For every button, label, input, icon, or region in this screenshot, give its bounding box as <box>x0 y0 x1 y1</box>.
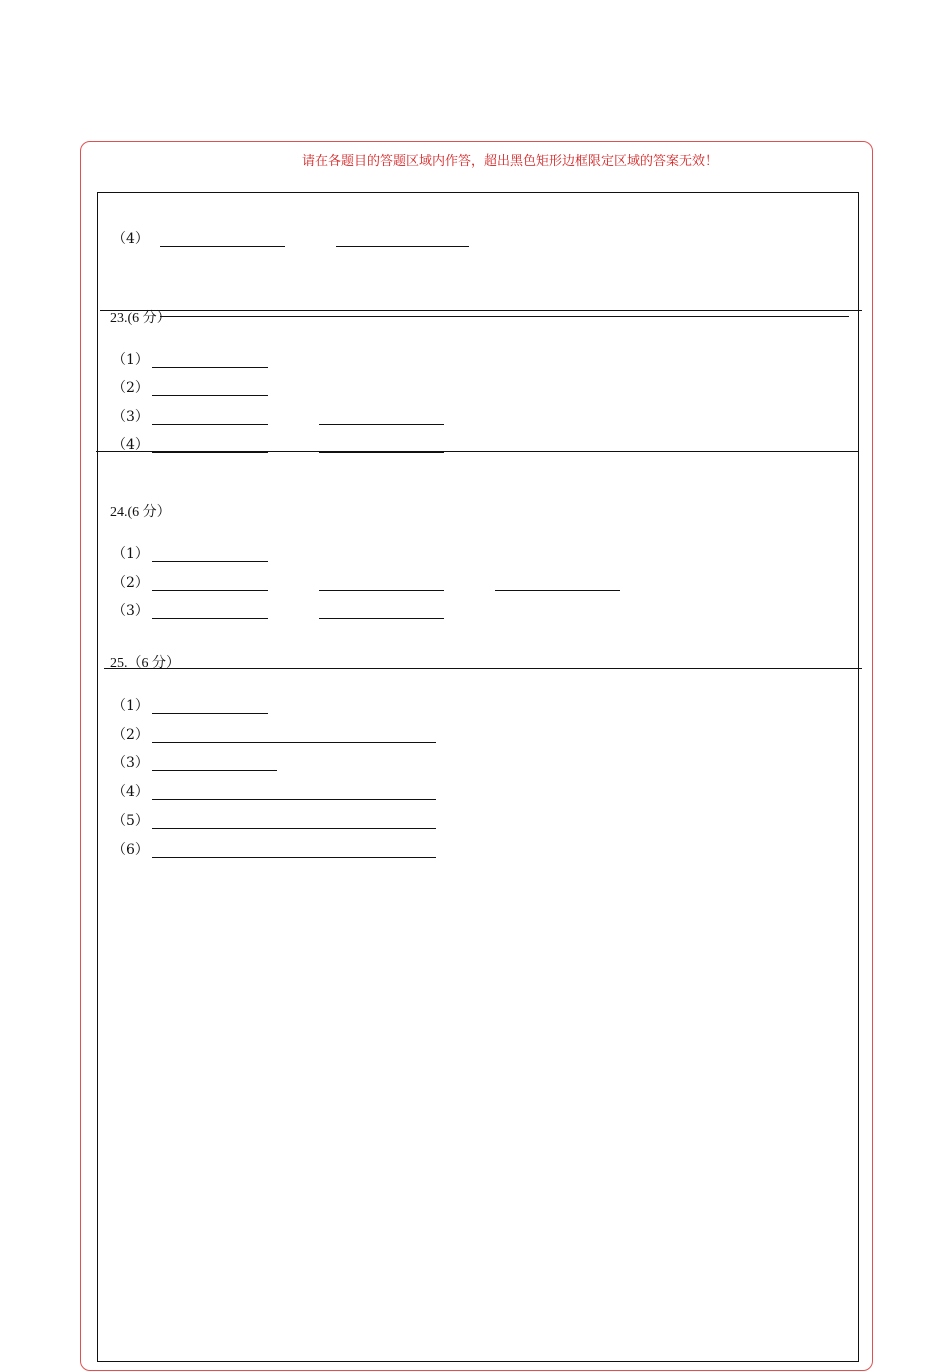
q25-part2-blank[interactable] <box>152 742 436 743</box>
q23-part1-blank[interactable] <box>152 367 268 368</box>
q25-part3-blank[interactable] <box>152 770 277 771</box>
q23-part3-blank-2[interactable] <box>319 424 444 425</box>
q24-part2-blank-2[interactable] <box>319 590 444 591</box>
q25-part3-label: （3） <box>112 755 149 771</box>
q25-title: 25.（6 分） <box>110 656 180 671</box>
q23-part3-label: （3） <box>112 409 149 425</box>
q23-part4-label: （4） <box>112 437 149 453</box>
q25-part2-label: （2） <box>112 727 149 743</box>
q25-part6-blank[interactable] <box>152 857 436 858</box>
q25-part4-label: （4） <box>112 784 149 800</box>
q22-part4-blank-2[interactable] <box>336 246 469 247</box>
q24-title: 24.(6 分） <box>110 505 171 520</box>
q24-part1-label: （1） <box>112 546 149 562</box>
q25-part1-label: （1） <box>112 698 149 714</box>
q22-part4-blank-1[interactable] <box>160 246 285 247</box>
section-divider-2 <box>96 451 859 452</box>
q24-part2-blank-3[interactable] <box>495 590 620 591</box>
q23-title: 23.(6 分） <box>110 311 171 326</box>
q23-part2-blank[interactable] <box>152 395 268 396</box>
q24-part1-blank[interactable] <box>152 561 268 562</box>
q23-part4-blank-1[interactable] <box>152 452 268 453</box>
q24-part3-blank-1[interactable] <box>152 618 268 619</box>
q23-part4-blank-2[interactable] <box>319 452 444 453</box>
section-divider-1 <box>100 310 862 311</box>
q24-part3-blank-2[interactable] <box>319 618 444 619</box>
q25-part5-label: （5） <box>112 813 149 829</box>
q23-part2-label: （2） <box>112 380 149 396</box>
section-divider-3 <box>104 668 862 669</box>
q25-part6-label: （6） <box>112 842 149 858</box>
q25-part1-blank[interactable] <box>152 713 268 714</box>
q25-part4-blank[interactable] <box>152 799 436 800</box>
q24-part2-blank-1[interactable] <box>152 590 268 591</box>
q24-part3-label: （3） <box>112 603 149 619</box>
section-divider-1b <box>160 316 849 317</box>
q23-part3-blank-1[interactable] <box>152 424 268 425</box>
q25-part5-blank[interactable] <box>152 828 436 829</box>
q23-part1-label: （1） <box>112 352 149 368</box>
q22-part4-label: （4） <box>112 231 149 247</box>
answer-area-notice: 请在各题目的答题区域内作答，超出黑色矩形边框限定区域的答案无效！ <box>301 154 718 169</box>
q24-part2-label: （2） <box>112 575 149 591</box>
